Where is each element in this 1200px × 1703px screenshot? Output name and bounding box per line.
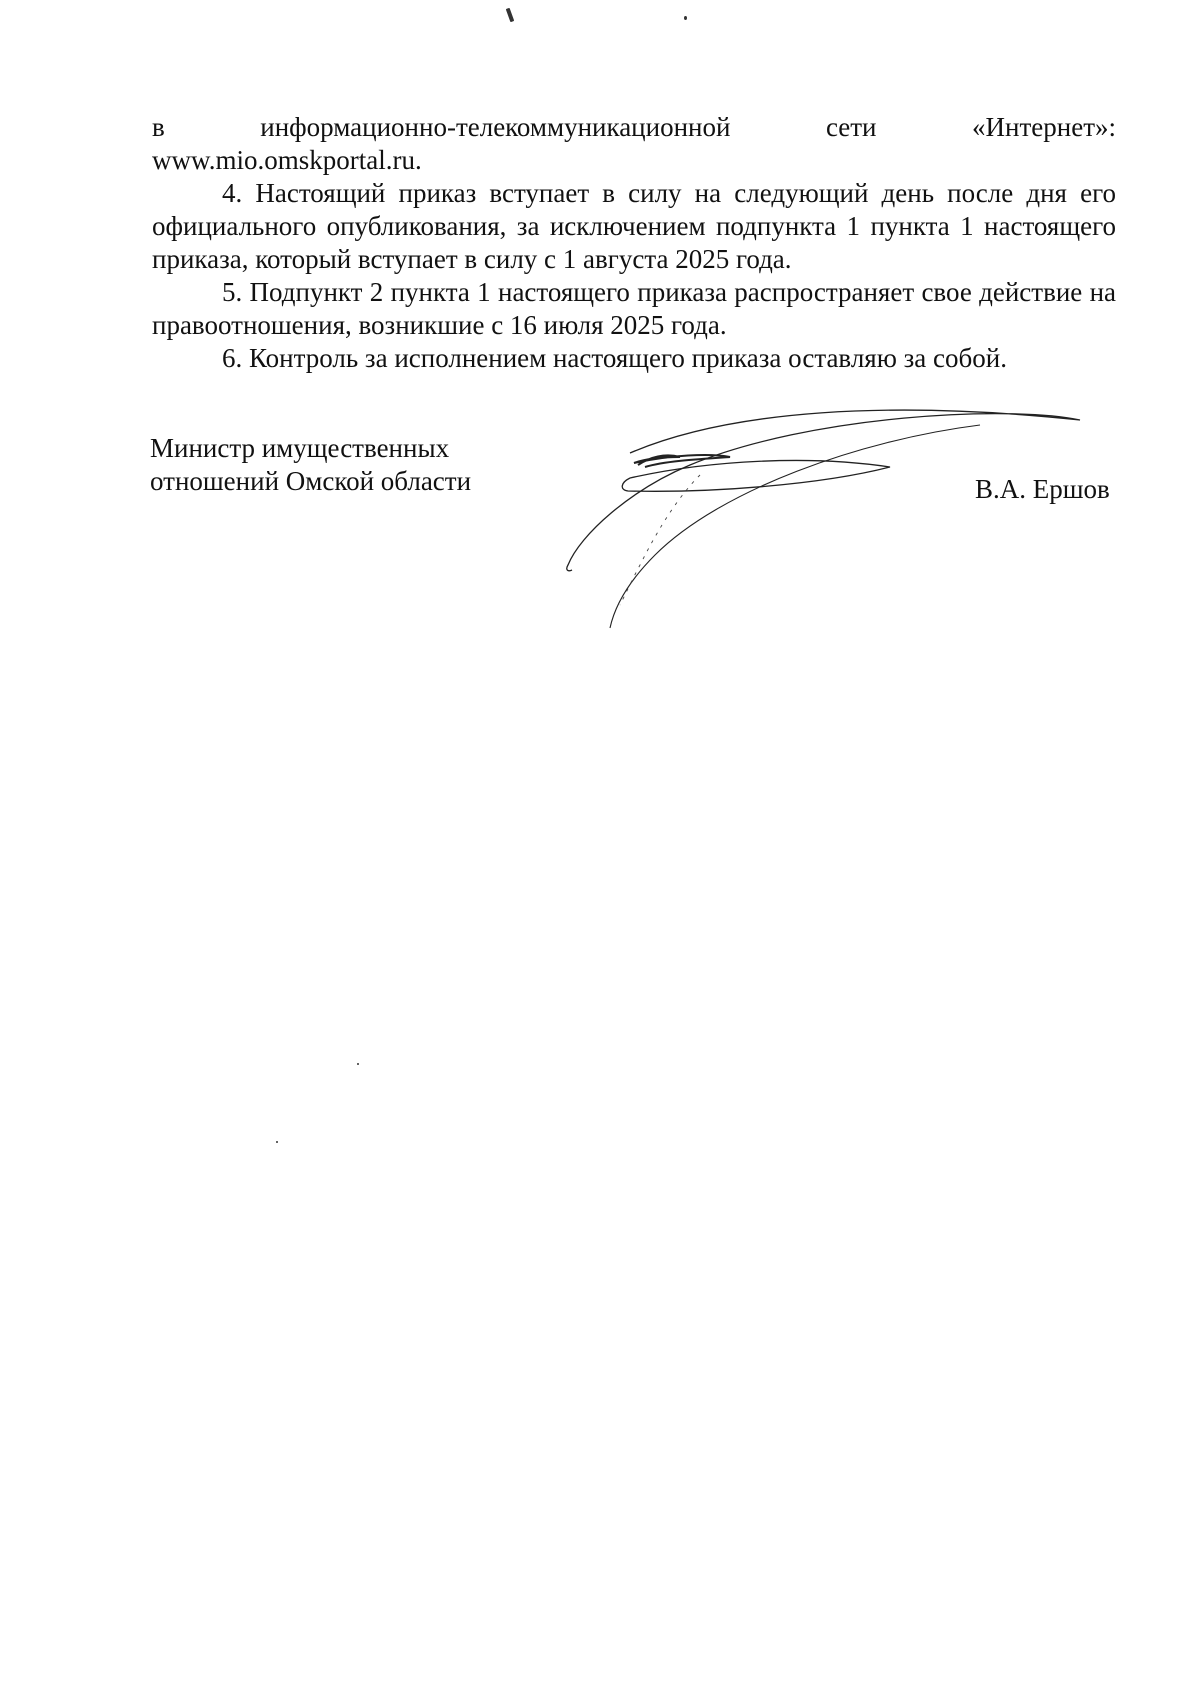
text-word: сети bbox=[825, 112, 877, 142]
position-line-1: Министр имущественных bbox=[150, 433, 450, 463]
position-line-2: отношений Омской области bbox=[150, 466, 472, 496]
scan-mark bbox=[684, 16, 687, 20]
handwritten-signature bbox=[560, 405, 1100, 655]
scan-mark bbox=[357, 1063, 359, 1065]
signatory-name: В.А. Ершов bbox=[975, 474, 1110, 504]
paragraph-6: 6. Контроль за исполнением настоящего приказа оставляю за собой. bbox=[222, 343, 1007, 373]
document-body bbox=[152, 111, 1116, 375]
text-word: в bbox=[152, 112, 165, 142]
paragraph-3-continuation bbox=[152, 111, 1116, 144]
signatory-position bbox=[150, 432, 471, 498]
paragraph-4: 4. Настоящий приказ вступает в силу на следующий день после дня его официального опубликования, за исключением подпункта 1 пункта 1 настоящего приказа, который вступает в силу с 1 августа 2025 года. bbox=[152, 178, 1116, 274]
scan-mark bbox=[276, 1141, 278, 1143]
text-word: информационно-телекоммуникационной bbox=[260, 112, 731, 142]
website-url: www.mio.omskportal.ru. bbox=[152, 145, 422, 175]
text-word: «Интернет»: bbox=[972, 112, 1116, 142]
paragraph-5: 5. Подпункт 2 пункта 1 настоящего приказа распространяет свое действие на правоотношения, возникшие с 16 июля 2025 года. bbox=[152, 277, 1116, 340]
scan-mark bbox=[506, 8, 515, 23]
